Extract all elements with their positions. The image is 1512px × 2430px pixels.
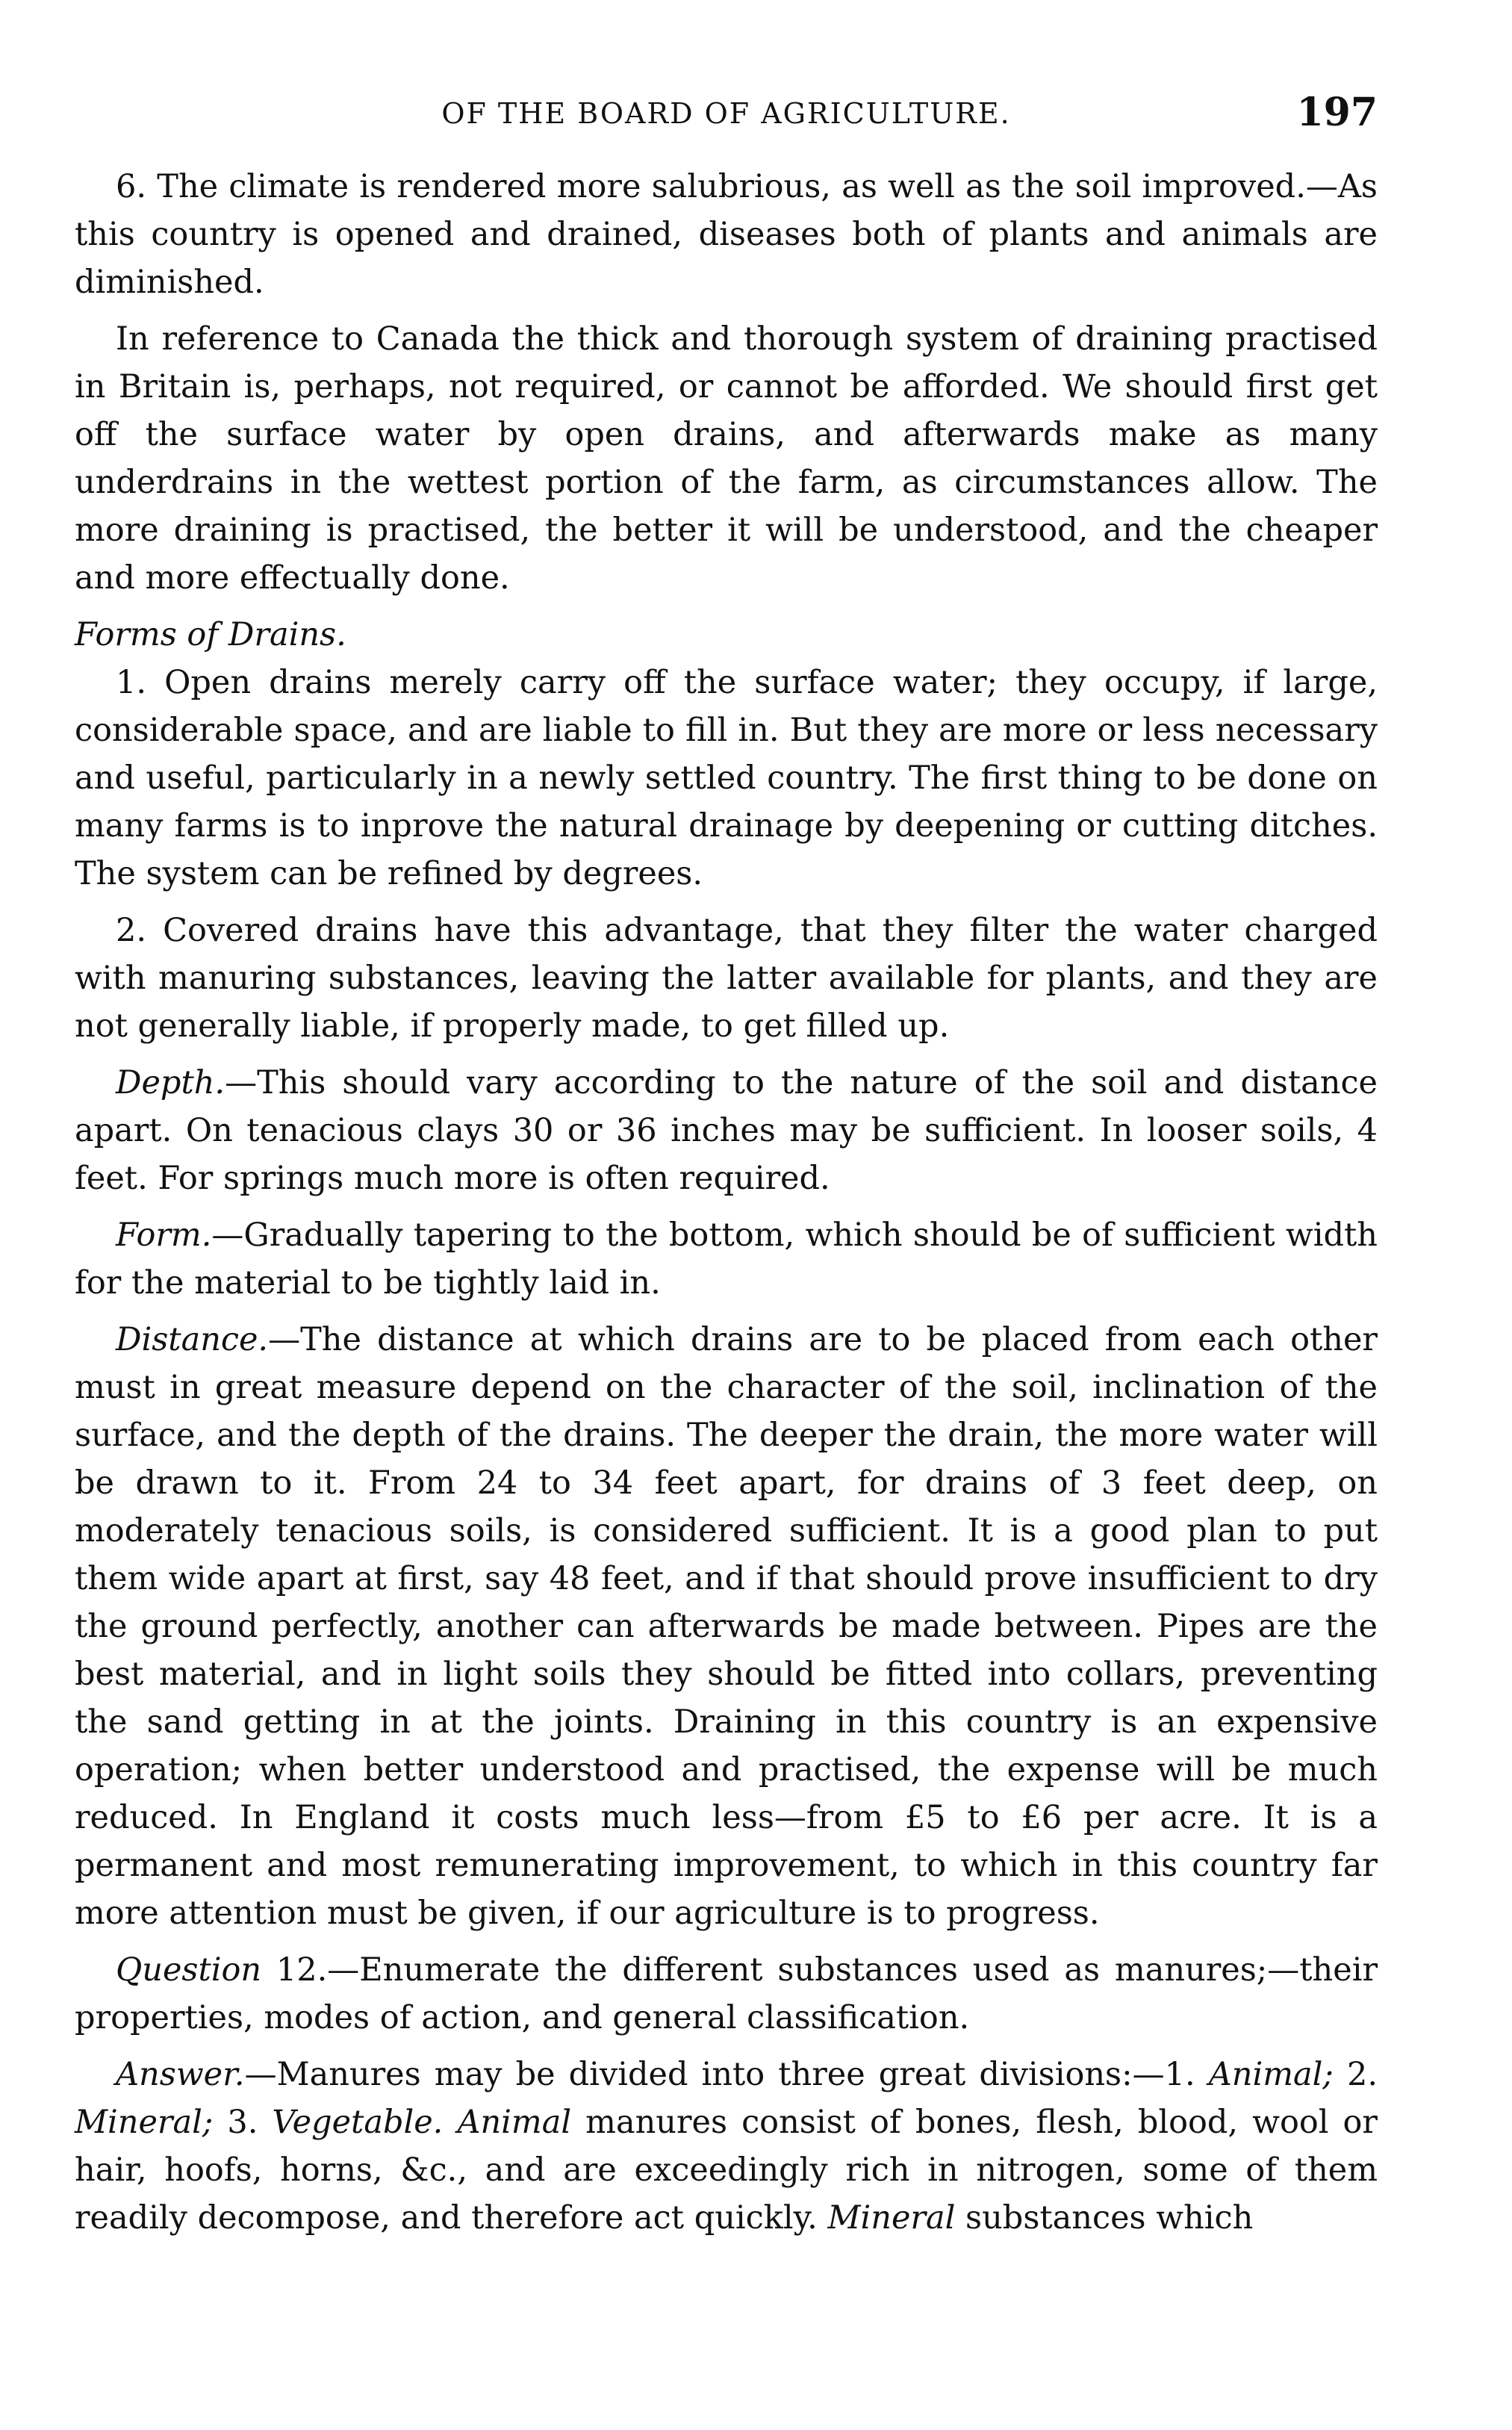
label-answer: Answer. xyxy=(116,2056,245,2093)
text-answer-1: —Manures may be divided into three great divisions:—1. xyxy=(244,2056,1209,2093)
text-depth: —This should vary according to the nature of the soil and distance apart. On tenacious clays 30 or 36 inches may be sufficient. In looser soils, 4 feet. For springs much more is often required. xyxy=(75,1064,1378,1197)
text-distance: —The distance at which drains are to be placed from each other must in great measure depend on the character of the soil, inclination of the surface, and the depth of the drains. The deeper the drain, the more water will be drawn to it. From 24 to 34 feet apart, for drains of 3 feet deep, on moderately tenacious soils, is considered sufficient. It is a good plan to put them wide apart at first, say 48 feet, and if that should prove insufficient to dry the ground perfectly, another can afterwards be made between. Pipes are the best material, and in light soils they should be fitted into collars, preventing the sand getting in at the joints. Draining in this country is an expensive operation; when better understood and practised, the expense will be much reduced. In England it costs much less—from £5 to £6 per acre. It is a permanent and most remunerating improvement, to which in this country far more attention must be given, if our agriculture is to progress. xyxy=(75,1321,1378,1932)
label-distance: Distance. xyxy=(116,1321,269,1358)
term-mineral: Mineral; xyxy=(75,2104,214,2141)
text-answer-4 xyxy=(443,2104,457,2141)
page-number: 197 xyxy=(1296,90,1378,135)
term-animal-2: Animal xyxy=(457,2104,572,2141)
paragraph-depth xyxy=(75,1059,1378,1202)
running-head xyxy=(75,90,1378,149)
paragraph-distance xyxy=(75,1316,1378,1937)
paragraph-question xyxy=(75,1946,1378,2042)
paragraph-climate: 6. The climate is rendered more salubrious, as well as the soil improved.—As this country is opened and drained, diseases both of plants and animals are diminished. xyxy=(75,168,1378,301)
heading-forms-of-drains: Forms of Drains. xyxy=(75,616,346,653)
term-animal: Animal; xyxy=(1208,2056,1334,2093)
text-answer-6: substances which xyxy=(955,2199,1254,2237)
text-answer-5: manures consist of bones, flesh, blood, wool or hair, hoofs, horns, &c., and are exceedingly rich in nitrogen, some of them readily decompose, and therefore act quickly. xyxy=(75,2104,1378,2237)
label-form: Form. xyxy=(116,1216,212,1254)
text-answer-2: 2. xyxy=(1333,2056,1378,2093)
text-answer-3: 3. xyxy=(213,2104,273,2141)
paragraph-open-drains: 1. Open drains merely carry off the surface water; they occupy, if large, considerable space, and are liable to fill in. But they are more or less necessary and useful, particularly in a newly settled country. The first thing to be done on many farms is to inprove the natural drainage by deepening or cutting ditches. The system can be refined by degrees. xyxy=(75,664,1378,892)
running-title: OF THE BOARD OF AGRICULTURE. xyxy=(441,97,1011,130)
paragraph-canada: In reference to Canada the thick and thorough system of draining practised in Britain is, perhaps, not required, or cannot be afforded. We should first get off the surface water by open drains, and afterwards make as many underdrains in the wettest portion of the farm, as circumstances allow. The more draining is practised, the better it will be understood, and the cheaper and more effectually done. xyxy=(75,320,1378,597)
text-question: 12.—Enumerate the different substances used as manures;—their properties, modes of action, and general classification. xyxy=(75,1951,1378,2036)
term-mineral-2: Mineral xyxy=(827,2199,956,2237)
paragraph-covered-drains: 2. Covered drains have this advantage, that they filter the water charged with manuring substances, leaving the latter available for plants, and they are not generally liable, if properly made, to get filled up. xyxy=(75,912,1378,1045)
paragraph-answer xyxy=(75,2051,1378,2242)
term-vegetable: Vegetable. xyxy=(272,2104,444,2141)
label-depth: Depth. xyxy=(116,1064,225,1101)
document-page xyxy=(75,90,1378,2251)
label-question: Question xyxy=(116,1951,262,1989)
paragraph-form xyxy=(75,1211,1378,1307)
text-form: —Gradually tapering to the bottom, which should be of sufficient width for the material to be tightly laid in. xyxy=(75,1216,1378,1302)
